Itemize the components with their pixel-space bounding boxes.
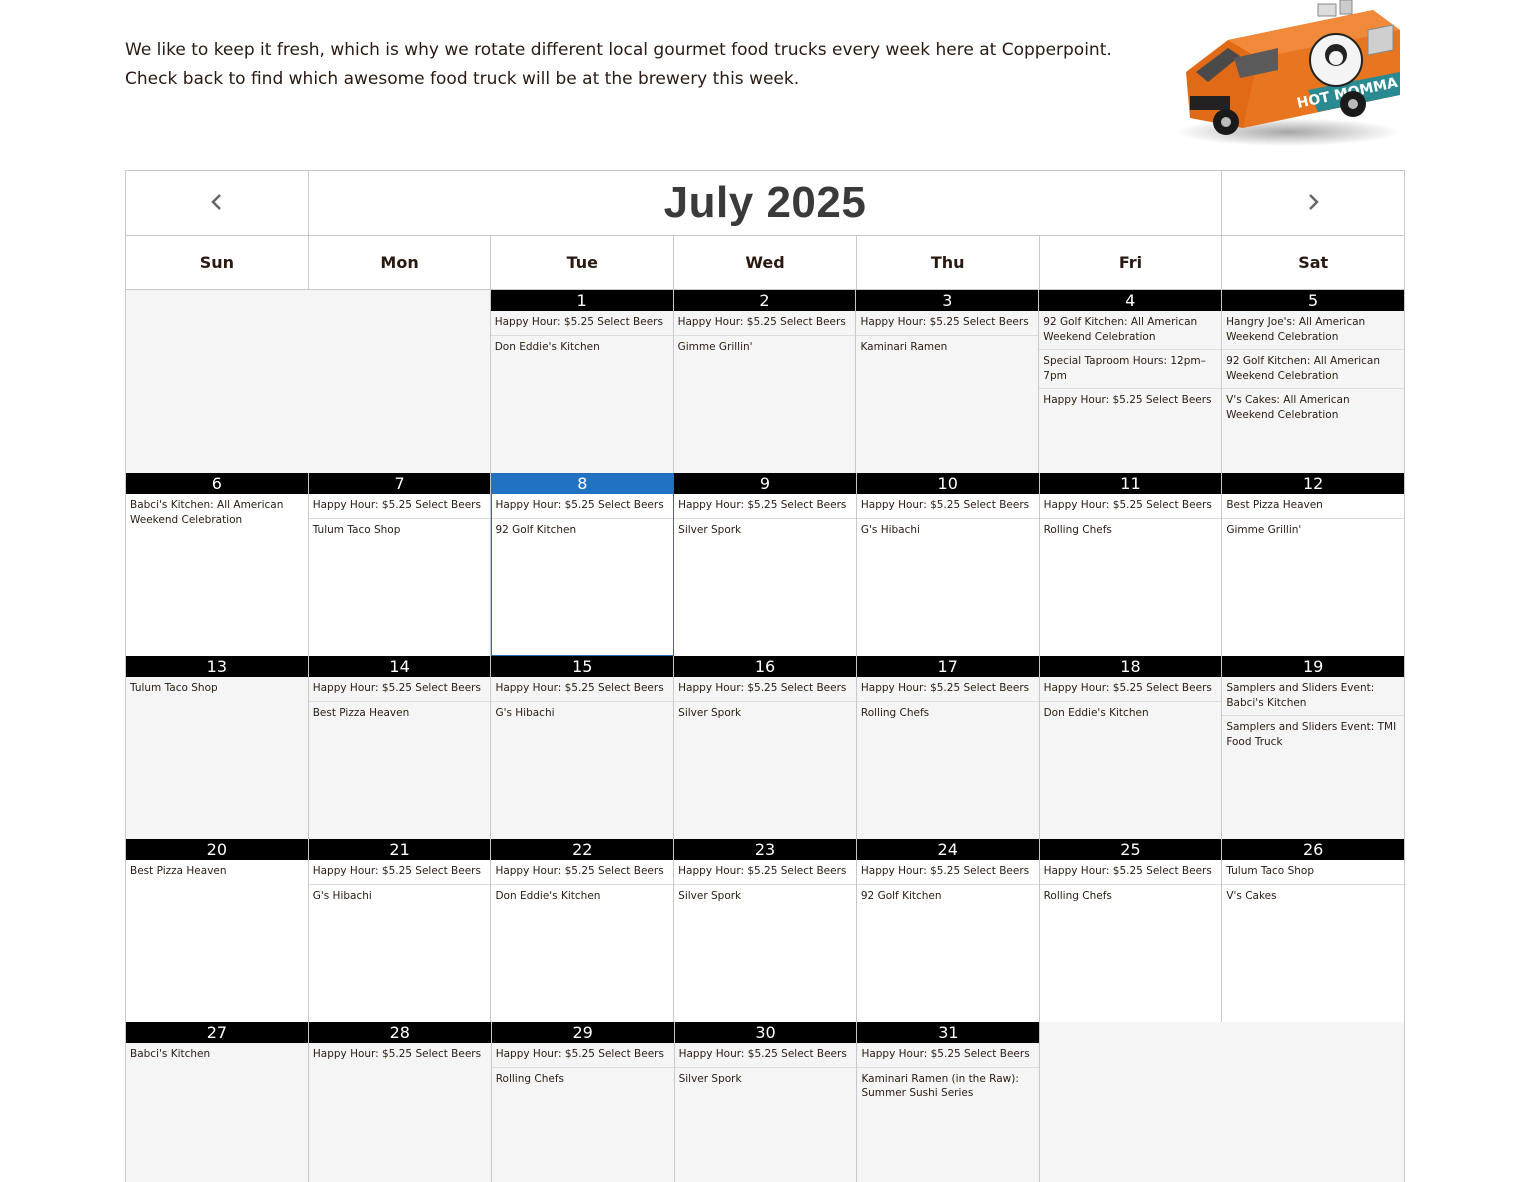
calendar-event[interactable]: Happy Hour: $5.25 Select Beers	[857, 860, 1039, 885]
calendar-week	[126, 839, 1404, 1022]
calendar-event[interactable]: Silver Spork	[678, 1072, 742, 1085]
day-number: 21	[309, 839, 491, 860]
day-cell[interactable]	[675, 1022, 858, 1182]
weekday-tue: Tue	[491, 236, 674, 289]
day-number: 6	[126, 473, 308, 494]
day-number: 28	[309, 1022, 491, 1043]
day-number: 18	[1040, 656, 1222, 677]
calendar-event[interactable]: Happy Hour: $5.25 Select Beers	[857, 677, 1039, 702]
day-number: 19	[1222, 656, 1404, 677]
weekday-thu: Thu	[857, 236, 1040, 289]
calendar-event[interactable]: Happy Hour: $5.25 Select Beers	[675, 1043, 857, 1068]
calendar-event[interactable]: Happy Hour: $5.25 Select Beers	[309, 677, 491, 702]
day-number: 7	[309, 473, 491, 494]
calendar-event[interactable]: Happy Hour: $5.25 Select Beers	[312, 1048, 482, 1060]
day-number: 14	[309, 656, 491, 677]
calendar-week	[126, 473, 1404, 656]
weekday-sun: Sun	[126, 236, 309, 289]
day-number: 23	[674, 839, 856, 860]
day-number: 15	[491, 656, 673, 677]
chevron-left-icon	[210, 188, 224, 218]
day-cell[interactable]	[309, 656, 492, 839]
calendar-event[interactable]: G's Hibachi	[495, 706, 555, 719]
calendar-event[interactable]: Happy Hour: $5.25 Select Beers	[674, 677, 856, 702]
calendar-event[interactable]: Don Eddie's Kitchen	[495, 889, 601, 902]
calendar-event[interactable]: Hangry Joe's: All American Weekend Celebration	[1222, 311, 1404, 350]
day-number: 30	[675, 1022, 857, 1043]
day-cell[interactable]	[309, 473, 492, 656]
day-cell[interactable]	[856, 290, 1039, 473]
day-cell[interactable]	[491, 656, 674, 839]
day-cell[interactable]	[1039, 290, 1222, 473]
day-cell[interactable]	[674, 290, 857, 473]
day-number: 9	[674, 473, 856, 494]
intro-line-2: Check back to find which awesome food truck will be at the brewery this week.	[125, 69, 800, 89]
calendar-event[interactable]: Kaminari Ramen (in the Raw): Summer Sushi Series	[861, 1072, 1019, 1099]
calendar-event[interactable]: Happy Hour: $5.25 Select Beers	[1040, 860, 1222, 885]
weekday-sat: Sat	[1298, 253, 1329, 272]
day-number: 8	[491, 473, 673, 494]
calendar-event[interactable]: Happy Hour: $5.25 Select Beers	[1040, 677, 1222, 702]
calendar-nav	[126, 171, 1404, 236]
calendar-event[interactable]: Rolling Chefs	[1043, 523, 1112, 536]
calendar-event[interactable]: G's Hibachi	[860, 523, 920, 536]
day-number: 5	[1222, 290, 1404, 311]
prev-month-button[interactable]	[126, 171, 309, 235]
calendar-event[interactable]: Happy Hour: $5.25 Select Beers	[309, 860, 491, 885]
calendar-event[interactable]: 92 Golf Kitchen	[860, 889, 942, 902]
calendar-event[interactable]: Tulum Taco Shop	[312, 523, 401, 536]
calendar-event[interactable]: 92 Golf Kitchen	[495, 523, 577, 536]
svg-text:HOT MOMMA: HOT MOMMA	[1295, 74, 1400, 112]
day-number: 27	[126, 1022, 308, 1043]
calendar-event[interactable]: Best Pizza Heaven	[312, 706, 410, 719]
calendar-event[interactable]: Gimme Grillin'	[1226, 523, 1302, 536]
calendar-event[interactable]: Tulum Taco Shop	[1222, 860, 1404, 885]
event-calendar	[125, 170, 1405, 1182]
calendar-event[interactable]: Happy Hour: $5.25 Select Beers	[674, 311, 856, 336]
calendar-event[interactable]: V's Cakes: All American Weekend Celebration	[1226, 394, 1350, 421]
calendar-event[interactable]: Happy Hour: $5.25 Select Beers	[1040, 494, 1222, 519]
calendar-event[interactable]: Rolling Chefs	[860, 706, 930, 719]
calendar-event[interactable]: Kaminari Ramen	[860, 340, 948, 353]
day-number: 31	[857, 1022, 1039, 1043]
weekday-fri: Fri	[1040, 236, 1223, 289]
calendar-event[interactable]: Tulum Taco Shop	[130, 682, 218, 694]
day-number: 25	[1040, 839, 1222, 860]
month-title: July 2025	[663, 178, 867, 227]
calendar-event[interactable]: Best Pizza Heaven	[1222, 494, 1404, 519]
calendar-week	[126, 656, 1404, 839]
calendar-event[interactable]: Rolling Chefs	[495, 1072, 564, 1085]
chevron-right-icon	[1306, 188, 1320, 218]
calendar-event[interactable]: 92 Golf Kitchen: All American Weekend Celebration	[1222, 350, 1404, 389]
empty-day-cell	[126, 290, 308, 473]
calendar-week	[126, 1022, 1404, 1182]
calendar-event[interactable]: Rolling Chefs	[1043, 889, 1112, 902]
calendar-event[interactable]: Don Eddie's Kitchen	[494, 340, 600, 353]
day-cell[interactable]	[857, 1022, 1040, 1182]
weekday-header	[126, 236, 1404, 290]
day-cell[interactable]	[309, 839, 492, 1022]
calendar-event[interactable]: Gimme Grillin'	[677, 340, 753, 353]
day-cell[interactable]	[1040, 473, 1223, 656]
calendar-event[interactable]: Happy Hour: $5.25 Select Beers	[857, 1043, 1039, 1068]
day-number: 26	[1222, 839, 1404, 860]
calendar-event[interactable]: Happy Hour: $5.25 Select Beers	[491, 860, 673, 885]
calendar-event[interactable]: 92 Golf Kitchen: All American Weekend Celebration	[1039, 311, 1221, 350]
empty-day-cell	[1222, 1022, 1404, 1182]
day-cell[interactable]	[491, 473, 674, 656]
day-cell[interactable]	[857, 656, 1040, 839]
day-cell[interactable]	[126, 1022, 309, 1182]
intro-text	[125, 36, 1125, 94]
day-cell[interactable]	[1222, 290, 1404, 473]
day-number: 4	[1039, 290, 1221, 311]
day-cell[interactable]	[491, 839, 674, 1022]
next-month-button[interactable]	[1221, 171, 1404, 235]
calendar-event[interactable]: Happy Hour: $5.25 Select Beers	[857, 494, 1039, 519]
day-cell[interactable]	[674, 656, 857, 839]
calendar-event[interactable]: Silver Spork	[678, 523, 742, 536]
calendar-week	[126, 290, 1404, 473]
day-number: 22	[491, 839, 673, 860]
calendar-event[interactable]: V's Cakes	[1226, 889, 1277, 902]
food-truck-image	[1168, 0, 1408, 150]
calendar-event[interactable]: Happy Hour: $5.25 Select Beers	[309, 494, 491, 519]
day-cell[interactable]	[492, 1022, 675, 1182]
calendar-event[interactable]: Silver Spork	[678, 706, 742, 719]
calendar-event[interactable]: Samplers and Sliders Event: TMI Food Truck	[1226, 721, 1397, 748]
day-number: 11	[1040, 473, 1222, 494]
weekday-mon: Mon	[309, 236, 492, 289]
day-cell[interactable]	[1222, 656, 1404, 839]
calendar-event[interactable]: Happy Hour: $5.25 Select Beers	[674, 860, 856, 885]
day-number: 2	[674, 290, 856, 311]
calendar-event[interactable]: Happy Hour: $5.25 Select Beers	[491, 677, 673, 702]
day-cell[interactable]	[126, 839, 309, 1022]
calendar-event[interactable]: Best Pizza Heaven	[130, 865, 227, 877]
day-cell[interactable]	[1222, 839, 1404, 1022]
day-cell[interactable]	[857, 839, 1040, 1022]
intro-line-1: We like to keep it fresh, which is why we rotate different local gourmet food trucks every week here at Copperpoint.	[125, 40, 1112, 60]
calendar-event[interactable]: G's Hibachi	[312, 889, 372, 902]
day-cell[interactable]	[1040, 656, 1223, 839]
calendar-event[interactable]: Babci's Kitchen	[130, 1048, 211, 1060]
day-cell[interactable]	[857, 473, 1040, 656]
day-number: 10	[857, 473, 1039, 494]
day-cell[interactable]	[674, 839, 857, 1022]
empty-day-cell	[308, 290, 491, 473]
calendar-event[interactable]: Samplers and Sliders Event: Babci's Kitchen	[1222, 677, 1404, 716]
calendar-event[interactable]: Silver Spork	[678, 889, 742, 902]
day-number: 1	[491, 290, 673, 311]
calendar-event[interactable]: Happy Hour: $5.25 Select Beers	[1043, 394, 1212, 406]
day-number: 17	[857, 656, 1039, 677]
calendar-event[interactable]: Don Eddie's Kitchen	[1043, 706, 1149, 719]
day-number: 3	[856, 290, 1038, 311]
calendar-event[interactable]: Happy Hour: $5.25 Select Beers	[856, 311, 1038, 336]
day-cell[interactable]	[1040, 839, 1223, 1022]
day-number: 29	[492, 1022, 674, 1043]
calendar-event[interactable]: Babci's Kitchen: All American Weekend Celebration	[130, 499, 284, 526]
weekday-wed: Wed	[674, 236, 857, 289]
day-number: 12	[1222, 473, 1404, 494]
day-cell[interactable]	[309, 1022, 492, 1182]
day-cell[interactable]	[491, 290, 674, 473]
day-cell[interactable]	[126, 656, 309, 839]
calendar-grid	[126, 290, 1404, 1182]
day-number: 20	[126, 839, 308, 860]
empty-day-cell	[1040, 1022, 1222, 1182]
day-cell[interactable]	[674, 473, 857, 656]
calendar-event[interactable]: Happy Hour: $5.25 Select Beers	[492, 1043, 674, 1068]
calendar-event[interactable]: Happy Hour: $5.25 Select Beers	[491, 494, 673, 519]
calendar-event[interactable]: Special Taproom Hours: 12pm–7pm	[1039, 350, 1221, 389]
calendar-event[interactable]: Happy Hour: $5.25 Select Beers	[491, 311, 673, 336]
day-number: 13	[126, 656, 308, 677]
calendar-event[interactable]: Happy Hour: $5.25 Select Beers	[674, 494, 856, 519]
day-cell[interactable]	[126, 473, 309, 656]
day-number: 24	[857, 839, 1039, 860]
day-number: 16	[674, 656, 856, 677]
day-cell[interactable]	[1222, 473, 1404, 656]
